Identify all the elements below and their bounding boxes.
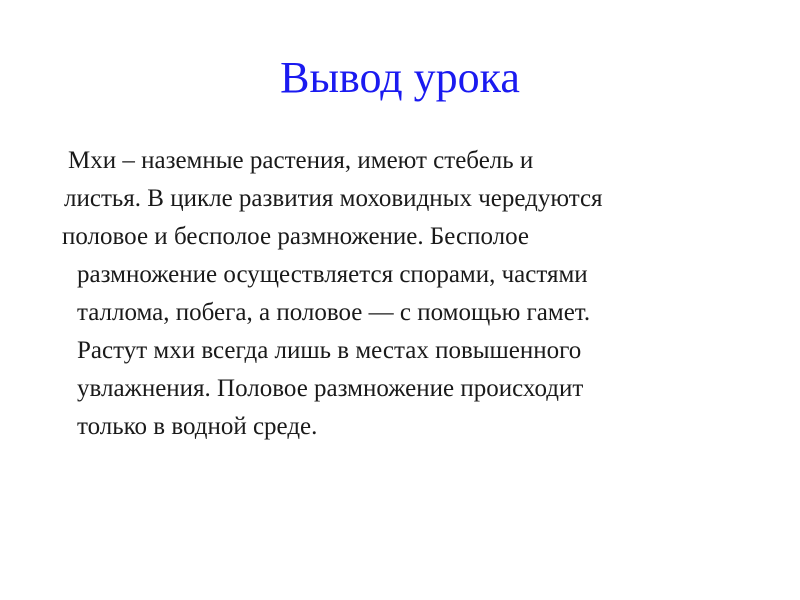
body-line: листья. В цикле развития моховидных чередуются [64,185,603,212]
body-line: увлажнения. Половое размножение происходит [77,375,584,402]
slide-title: Вывод урока [280,53,520,102]
body-line: только в водной среде. [77,413,318,440]
body-line: размножение осуществляется спорами, частями [77,261,588,288]
body-line: половое и бесполое размножение. Бесполое [62,223,530,250]
body-line: Растут мхи всегда лишь в местах повышенного [77,337,582,364]
body-line: таллома, побега, а половое — с помощью гамет. [77,299,591,326]
body-line: Мхи – наземные растения, имеют стебель и [68,147,534,174]
slide-body-text [60,142,760,446]
